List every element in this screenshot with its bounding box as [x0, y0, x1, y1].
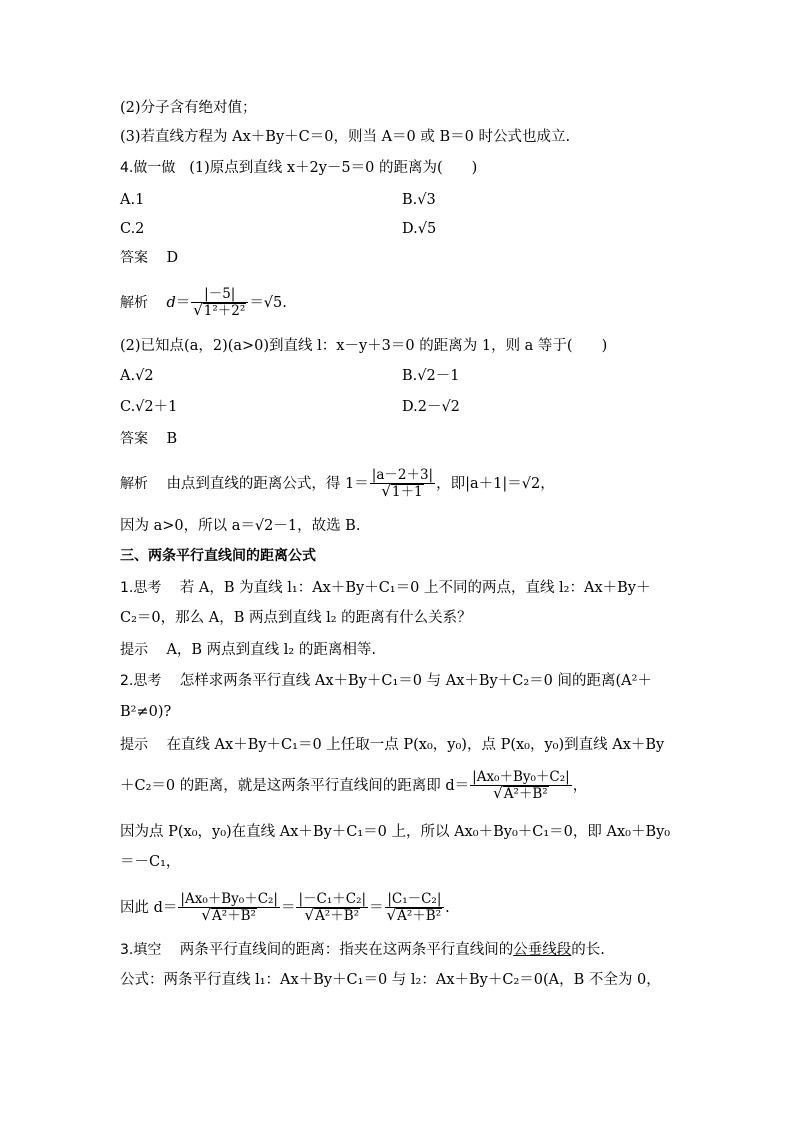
text-line: 1.思考 若 A，B 为直线 l₁：Ax＋By＋C₁＝0 上不同的两点，直线 l₂：Ax＋By＋ [120, 580, 651, 596]
fraction: $\frac{\text{|Ax₀＋By₀＋C₂|}}{\text{√A²＋B²}}$ [180, 891, 278, 924]
fraction: $\frac{|-5|}{\text{√1²＋2²}}$ [191, 287, 248, 319]
answer-value: B [166, 431, 178, 447]
text-line: 公式：两条平行直线 l₁：Ax＋By＋C₁＝0 与 l₂：Ax＋By＋C₂＝0(A，B 不全为 0， [120, 972, 661, 988]
text-line: ＋C₂＝0 的距离，就是这两条平行直线间的距离即 d＝ $\frac{\text{|Ax₀＋By₀＋C₂|}}{\text{√A²＋B²}}$ ， [120, 769, 588, 802]
option-d: D.2－√2 [402, 399, 460, 415]
solution-label: 解析 [120, 295, 148, 311]
fraction: $\frac{|a-2+3|}{√1+1}$ [371, 467, 434, 500]
option-a: A.1 [120, 192, 145, 208]
answer-label: 答案 [120, 431, 148, 447]
section-head: 3.填空 [120, 942, 162, 958]
section-heading: 三、两条平行直线间的距离公式 [120, 548, 316, 564]
text-line: 因此 d＝ $\frac{\text{|Ax₀＋By₀＋C₂|}}{\text{√A²＋B²}}$ ＝ $\frac{\text{|－C₁＋C₂|}}{\text{√A²＋B²}}$ ＝ $\frac{\text{|C₁－C₂|}}{\text{√A²＋B²}}$ . [120, 891, 450, 924]
answer-line [120, 429, 177, 449]
text-line: (2)分子含有绝对值； [120, 100, 257, 116]
option-b: B.√2－1 [402, 368, 460, 384]
option-d: D.√5 [402, 221, 437, 237]
text-line: 3.填空 两条平行直线间的距离：指夹在这两条平行直线间的公垂线段的长. [120, 942, 605, 958]
solution-line: 解析 d＝ $\frac{|-5|}{\text{√1²＋2²}}$ ＝√5. [120, 286, 287, 319]
text-line: ＝－C₁， [120, 854, 181, 870]
text-line [120, 158, 477, 178]
option-c: C.√2＋1 [120, 399, 178, 415]
answer-value: D [166, 250, 179, 266]
option-c: C.2 [120, 221, 145, 237]
text-line: 因为点 P(x₀，y₀)在直线 Ax＋By＋C₁＝0 上，所以 Ax₀＋By₀＋C₁＝0，即 Ax₀＋By₀ [120, 824, 671, 840]
question-stem: (2)已知点(a，2)(a>0)到直线 l：x－y＋3＝0 的距离为 1，则 a 等于( ) [120, 338, 608, 354]
fraction: $\frac{\text{|Ax₀＋By₀＋C₂|}}{\text{√A²＋B²}}$ [472, 769, 570, 802]
text-line: 2.思考 怎样求两条平行直线 Ax＋By＋C₁＝0 与 Ax＋By＋C₂＝0 间的距离(A²＋ [120, 673, 652, 689]
solution-line: 解析 由点到直线的距离公式，得 1＝ $\frac{|a-2+3|}{√1+1}$ ，即|a＋1|＝√2， [120, 467, 555, 500]
text-line: C₂＝0，那么 A，B 两点到直线 l₂ 的距离有什么关系？ [120, 610, 472, 626]
option-a: A.√2 [120, 368, 154, 384]
section-head: 4.做一做 [120, 160, 176, 176]
section-head: 2.思考 [120, 673, 162, 689]
answer-line [120, 248, 178, 268]
solution-label: 解析 [120, 476, 148, 492]
fraction: $\frac{\text{|－C₁＋C₂|}}{\text{√A²＋B²}}$ [298, 891, 367, 924]
text-line: 因为 a>0，所以 a＝√2－1，故选 B. [120, 518, 361, 534]
answer-label: 答案 [120, 250, 148, 266]
text-line: (3)若直线方程为 Ax＋By＋C＝0，则当 A＝0 或 B＝0 时公式也成立. [120, 129, 571, 145]
tip-label: 提示 [120, 737, 148, 753]
question-stem: (1)原点到直线 x＋2y－5＝0 的距离为( ) [189, 160, 478, 176]
tip-label: 提示 [120, 642, 148, 658]
fraction: $\frac{\text{|C₁－C₂|}}{\text{√A²＋B²}}$ [385, 892, 445, 924]
text-line: 提示 在直线 Ax＋By＋C₁＝0 上任取一点 P(x₀，y₀)，点 P(x₀，y₀)到直线 Ax＋By [120, 737, 665, 753]
option-b: B.√3 [402, 192, 436, 208]
text-line: 提示 A，B 两点到直线 l₂ 的距离相等. [120, 642, 376, 658]
text-line: B²≠0)? [120, 704, 172, 720]
section-head: 1.思考 [120, 580, 162, 596]
fill-answer: 公垂线段 [513, 942, 572, 958]
